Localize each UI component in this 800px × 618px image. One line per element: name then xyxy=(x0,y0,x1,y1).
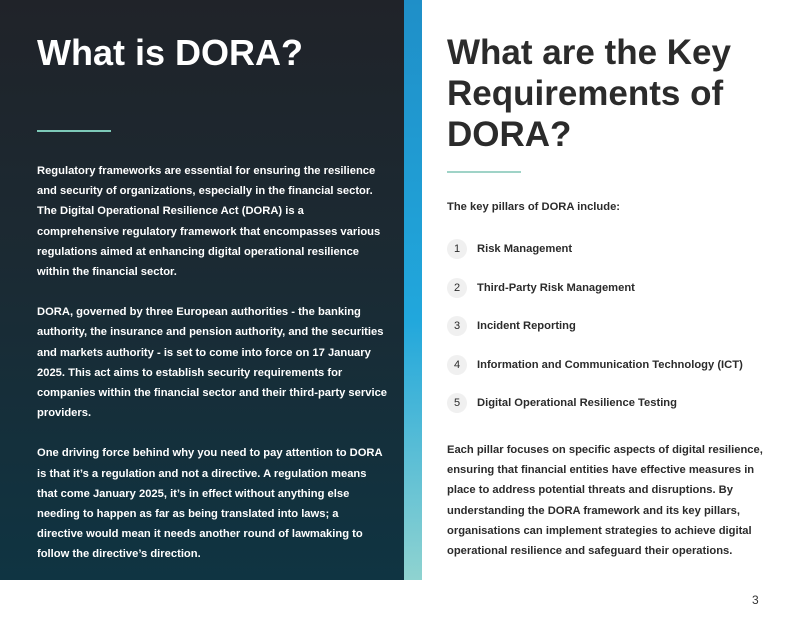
pillar-number-badge: 2 xyxy=(447,278,467,298)
pillar-item-third-party-risk xyxy=(447,278,787,317)
pillar-label: Digital Operational Resilience Testing xyxy=(477,397,677,410)
accent-gradient-strip xyxy=(404,0,422,580)
left-paragraph: Regulatory frameworks are essential for ensuring the resilience and security of organizations, especially in the financial sector. The Digital Operational Resilience Act (DORA) is a comprehensive regulatory framework that encompasses various regulations aimed at enhancing digital operational resilience within the financial sector. xyxy=(37,165,381,279)
pillar-number-badge: 5 xyxy=(447,393,467,413)
left-body-text xyxy=(37,161,387,585)
pillars-intro: The key pillars of DORA include: xyxy=(447,201,621,213)
left-paragraph: DORA, governed by three European authorities - the banking authority, the insurance and pension authority, and the securities and markets authority - is set to come into force on 17 January 2025. This act aims to establish security requirements for companies within the financial sector and their third-party service providers. xyxy=(37,306,388,420)
pillar-item-ict xyxy=(447,355,787,394)
pillar-number-badge: 3 xyxy=(447,316,467,336)
pillar-item-risk-management xyxy=(447,239,787,278)
pillar-number-badge: 1 xyxy=(447,239,467,259)
left-heading-divider xyxy=(37,130,111,132)
pillar-label: Incident Reporting xyxy=(477,320,576,333)
pillar-number-badge: 4 xyxy=(447,355,467,375)
pillar-label: Information and Communication Technology (ICT) xyxy=(477,358,743,371)
pillar-label: Third-Party Risk Management xyxy=(477,281,635,294)
right-heading: What are the Key Requirements of DORA? xyxy=(447,33,731,154)
left-heading: What is DORA? xyxy=(37,32,303,73)
pillar-item-incident-reporting xyxy=(447,316,787,355)
right-heading-divider xyxy=(447,171,521,173)
page-number: 3 xyxy=(752,593,759,607)
left-paragraph: One driving force behind why you need to pay attention to DORA is that it’s a regulation and not a directive. A regulation means that come January 2025, it’s in effect without anything else needing to happen as far as being translated into laws; a directive would mean it needs another round of lawmaking to follow the directive’s direction. xyxy=(37,447,383,561)
pillars-list xyxy=(447,239,787,432)
pillar-label: Risk Management xyxy=(477,243,573,255)
pillar-item-resilience-testing xyxy=(447,393,787,432)
pillars-summary: Each pillar focuses on specific aspects of digital resilience, ensuring that financial entities have effective measures in place to address potential threats and disruptions. By understanding the DORA framework and its key pillars, organisations can implement strategies to achieve digital operational resilience and safeguard their operations. xyxy=(447,444,763,558)
